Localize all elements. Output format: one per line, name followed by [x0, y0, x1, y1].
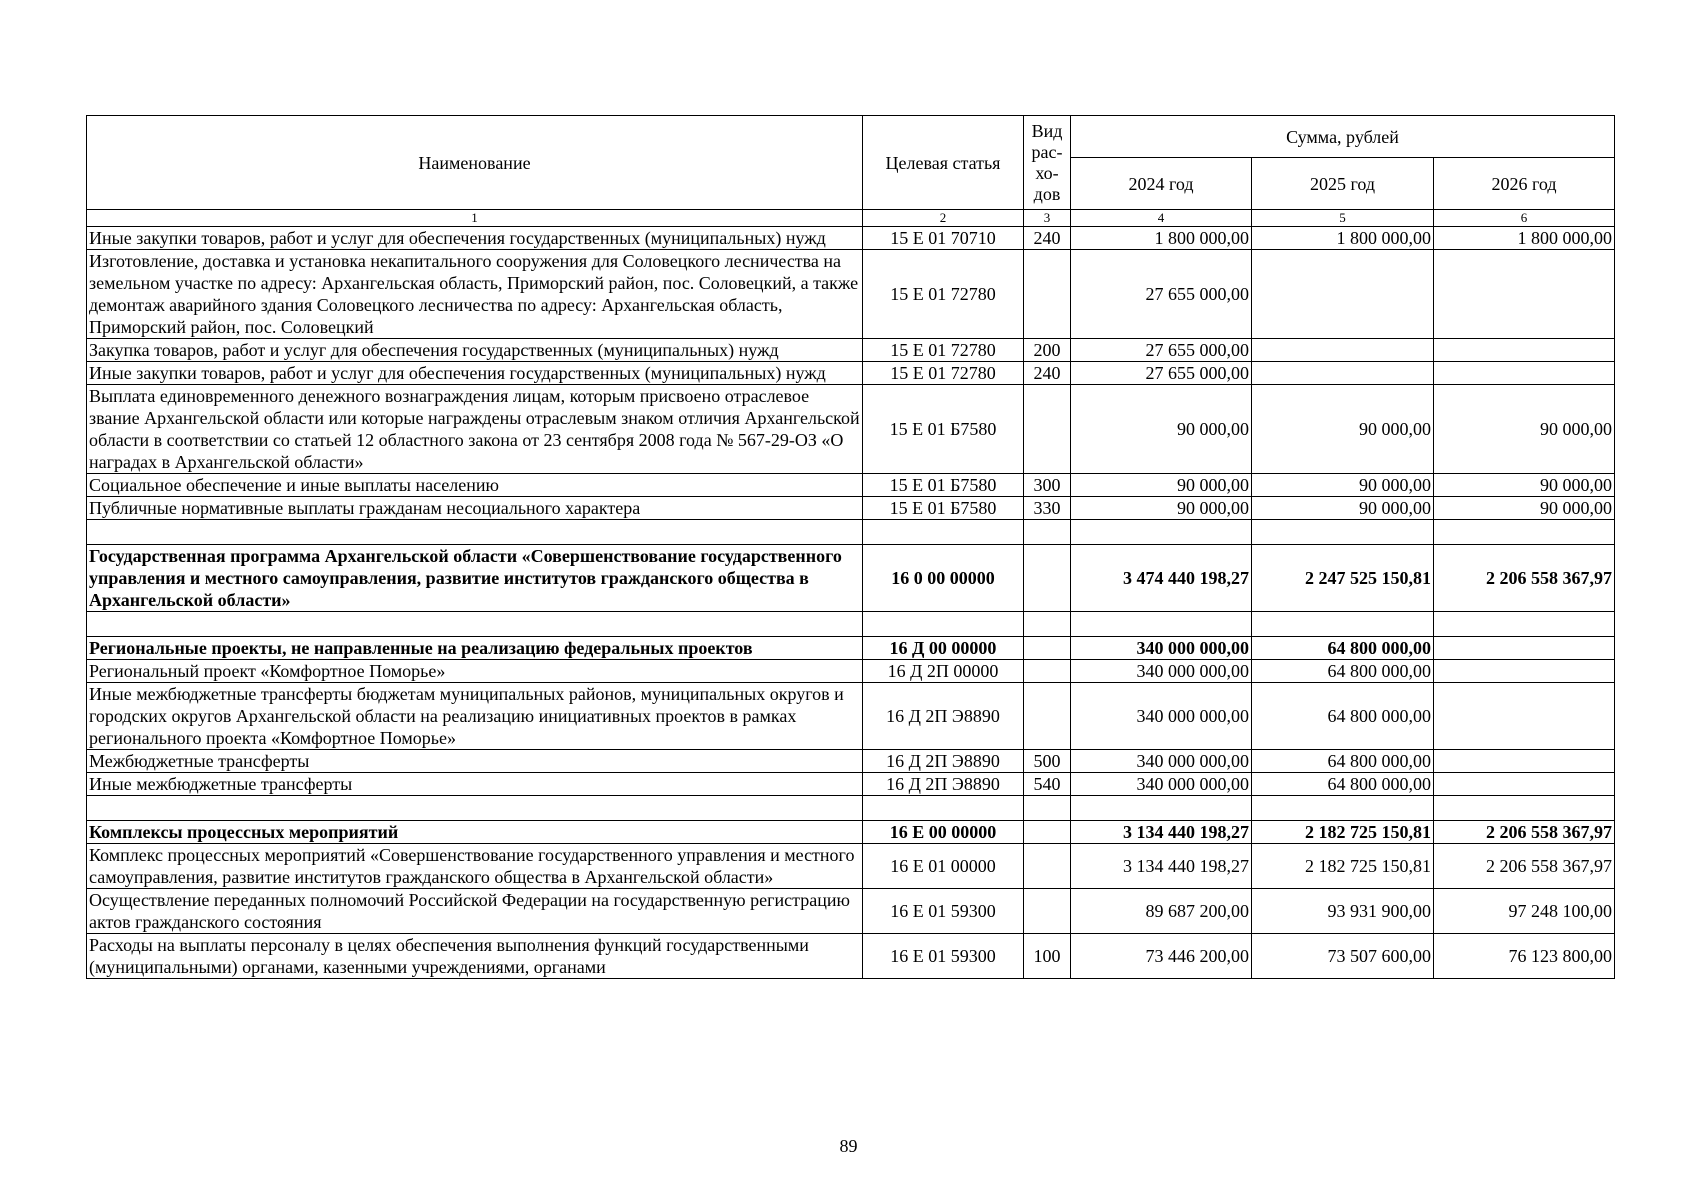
row-amount-2025: 64 800 000,00 [1252, 773, 1434, 796]
row-target-article: 15 Е 01 Б7580 [863, 474, 1024, 497]
table-row [87, 844, 1615, 889]
row-amount-2025: 64 800 000,00 [1252, 637, 1434, 660]
row-expense-type [1024, 545, 1071, 612]
column-number-row [87, 210, 1615, 227]
row-expense-type [1024, 637, 1071, 660]
row-amount-2026 [1434, 750, 1615, 773]
row-amount-2025: 1 800 000,00 [1252, 227, 1434, 250]
row-amount-2024: 89 687 200,00 [1071, 889, 1252, 934]
row-name [87, 612, 863, 637]
row-amount-2024: 340 000 000,00 [1071, 660, 1252, 683]
table-row-spacer [87, 520, 1615, 545]
row-amount-2024: 340 000 000,00 [1071, 683, 1252, 750]
row-expense-type [1024, 796, 1071, 821]
row-amount-2024 [1071, 612, 1252, 637]
row-target-article [863, 796, 1024, 821]
row-amount-2026 [1434, 796, 1615, 821]
table-row [87, 545, 1615, 612]
budget-table [86, 115, 1615, 979]
row-amount-2024: 27 655 000,00 [1071, 250, 1252, 339]
column-number: 4 [1071, 210, 1252, 227]
table-row [87, 339, 1615, 362]
row-target-article [863, 520, 1024, 545]
row-amount-2026: 1 800 000,00 [1434, 227, 1615, 250]
row-expense-type: 540 [1024, 773, 1071, 796]
table-row [87, 660, 1615, 683]
row-amount-2024: 90 000,00 [1071, 497, 1252, 520]
row-target-article: 15 Е 01 72780 [863, 362, 1024, 385]
row-amount-2024: 340 000 000,00 [1071, 637, 1252, 660]
row-amount-2024: 3 474 440 198,27 [1071, 545, 1252, 612]
table-row [87, 821, 1615, 844]
row-amount-2025: 64 800 000,00 [1252, 660, 1434, 683]
row-expense-type [1024, 612, 1071, 637]
row-name: Комплекс процессных мероприятий «Совершенствование государственного управления и местного самоуправления, развитие институтов гражданского общества в Архангельской области» [87, 844, 863, 889]
row-amount-2025: 73 507 600,00 [1252, 934, 1434, 979]
row-name: Иные межбюджетные трансферты бюджетам муниципальных районов, муниципальных округов и городских округов Архангельской области на реализацию инициативных проектов в рамках регионального проекта «Комфортное Поморье» [87, 683, 863, 750]
header-target-article: Целевая статья [863, 116, 1024, 210]
row-amount-2026: 90 000,00 [1434, 497, 1615, 520]
header-name: Наименование [87, 116, 863, 210]
page-number: 89 [839, 1136, 858, 1156]
table-row-spacer [87, 796, 1615, 821]
row-name: Межбюджетные трансферты [87, 750, 863, 773]
table-row [87, 773, 1615, 796]
row-name: Публичные нормативные выплаты гражданам несоциального характера [87, 497, 863, 520]
row-target-article [863, 612, 1024, 637]
row-name [87, 796, 863, 821]
row-amount-2025 [1252, 250, 1434, 339]
row-amount-2026 [1434, 250, 1615, 339]
row-amount-2026 [1434, 339, 1615, 362]
row-amount-2025 [1252, 362, 1434, 385]
row-amount-2024: 90 000,00 [1071, 385, 1252, 474]
row-amount-2024: 27 655 000,00 [1071, 339, 1252, 362]
row-name: Выплата единовременного денежного вознаграждения лицам, которым присвоено отраслевое звание Архангельской области или которые награждены отраслевым знаком отличия Архангельской области в соответствии со статьей 12 областного закона от 23 сентября 2008 года № 567-29-ОЗ «О наградах в Архангельской области» [87, 385, 863, 474]
row-expense-type [1024, 660, 1071, 683]
row-expense-type: 330 [1024, 497, 1071, 520]
table-row [87, 474, 1615, 497]
header-expense-type: Вид рас-хо-дов [1024, 116, 1071, 210]
row-amount-2024: 3 134 440 198,27 [1071, 821, 1252, 844]
table-row [87, 497, 1615, 520]
row-expense-type: 100 [1024, 934, 1071, 979]
row-amount-2025: 2 182 725 150,81 [1252, 821, 1434, 844]
row-amount-2025: 90 000,00 [1252, 385, 1434, 474]
row-amount-2025: 2 182 725 150,81 [1252, 844, 1434, 889]
row-expense-type: 240 [1024, 227, 1071, 250]
row-expense-type: 500 [1024, 750, 1071, 773]
row-amount-2025: 2 247 525 150,81 [1252, 545, 1434, 612]
row-name: Комплексы процессных мероприятий [87, 821, 863, 844]
row-expense-type [1024, 250, 1071, 339]
row-amount-2025 [1252, 520, 1434, 545]
row-expense-type: 200 [1024, 339, 1071, 362]
table-row [87, 227, 1615, 250]
row-amount-2026 [1434, 683, 1615, 750]
row-amount-2025: 64 800 000,00 [1252, 750, 1434, 773]
row-expense-type: 300 [1024, 474, 1071, 497]
row-name: Расходы на выплаты персоналу в целях обеспечения выполнения функций государственными (муниципальными) органами, казенными учреждениями, органами [87, 934, 863, 979]
row-target-article: 16 Е 01 00000 [863, 844, 1024, 889]
row-target-article: 16 Е 01 59300 [863, 934, 1024, 979]
row-amount-2024 [1071, 520, 1252, 545]
row-target-article: 16 Д 2П Э8890 [863, 750, 1024, 773]
row-amount-2024: 1 800 000,00 [1071, 227, 1252, 250]
row-amount-2025 [1252, 796, 1434, 821]
row-target-article: 16 Д 00 00000 [863, 637, 1024, 660]
row-amount-2025 [1252, 612, 1434, 637]
row-target-article: 16 0 00 00000 [863, 545, 1024, 612]
row-expense-type [1024, 821, 1071, 844]
row-amount-2026: 2 206 558 367,97 [1434, 844, 1615, 889]
table-row [87, 362, 1615, 385]
column-number: 6 [1434, 210, 1615, 227]
row-amount-2024: 340 000 000,00 [1071, 773, 1252, 796]
row-amount-2026 [1434, 520, 1615, 545]
table-row [87, 934, 1615, 979]
row-amount-2024: 3 134 440 198,27 [1071, 844, 1252, 889]
row-target-article: 15 Е 01 Б7580 [863, 385, 1024, 474]
table-row-spacer [87, 612, 1615, 637]
row-amount-2026 [1434, 773, 1615, 796]
row-amount-2024: 73 446 200,00 [1071, 934, 1252, 979]
row-amount-2025: 90 000,00 [1252, 474, 1434, 497]
table-row [87, 385, 1615, 474]
row-amount-2025 [1252, 339, 1434, 362]
row-name: Иные закупки товаров, работ и услуг для обеспечения государственных (муниципальных) нужд [87, 227, 863, 250]
column-number: 3 [1024, 210, 1071, 227]
row-target-article: 16 Е 00 00000 [863, 821, 1024, 844]
row-name: Социальное обеспечение и иные выплаты населению [87, 474, 863, 497]
row-amount-2026: 2 206 558 367,97 [1434, 545, 1615, 612]
row-amount-2025: 93 931 900,00 [1252, 889, 1434, 934]
row-amount-2026: 76 123 800,00 [1434, 934, 1615, 979]
table-row [87, 250, 1615, 339]
row-amount-2025: 90 000,00 [1252, 497, 1434, 520]
row-target-article: 16 Д 2П Э8890 [863, 683, 1024, 750]
row-amount-2024: 90 000,00 [1071, 474, 1252, 497]
table-row [87, 683, 1615, 750]
header-year-2024: 2024 год [1071, 158, 1252, 210]
row-target-article: 15 Е 01 72780 [863, 250, 1024, 339]
row-amount-2026 [1434, 660, 1615, 683]
row-expense-type [1024, 844, 1071, 889]
row-expense-type [1024, 520, 1071, 545]
row-name [87, 520, 863, 545]
column-number: 1 [87, 210, 863, 227]
header-year-2025: 2025 год [1252, 158, 1434, 210]
row-target-article: 15 Е 01 72780 [863, 339, 1024, 362]
header-year-2026: 2026 год [1434, 158, 1615, 210]
row-expense-type [1024, 683, 1071, 750]
row-amount-2024: 27 655 000,00 [1071, 362, 1252, 385]
row-amount-2024: 340 000 000,00 [1071, 750, 1252, 773]
row-amount-2026: 2 206 558 367,97 [1434, 821, 1615, 844]
row-name: Государственная программа Архангельской области «Совершенствование государственного управления и местного самоуправления, развитие институтов гражданского общества в Архангельской области» [87, 545, 863, 612]
row-amount-2026 [1434, 612, 1615, 637]
row-amount-2026: 97 248 100,00 [1434, 889, 1615, 934]
table-body [87, 227, 1615, 979]
row-expense-type [1024, 385, 1071, 474]
row-target-article: 16 Д 2П 00000 [863, 660, 1024, 683]
row-name: Иные закупки товаров, работ и услуг для обеспечения государственных (муниципальных) нужд [87, 362, 863, 385]
column-number: 5 [1252, 210, 1434, 227]
row-amount-2026 [1434, 362, 1615, 385]
row-amount-2026 [1434, 637, 1615, 660]
row-amount-2026: 90 000,00 [1434, 474, 1615, 497]
row-name: Иные межбюджетные трансферты [87, 773, 863, 796]
row-amount-2026: 90 000,00 [1434, 385, 1615, 474]
row-name: Изготовление, доставка и установка некапитального сооружения для Соловецкого лесничества на земельном участке по адресу: Архангельская область, Приморский район, пос. Соловецкий, а также демонтаж аварийного здания Соловецкого лесничества по адресу: Архангельская область, Приморский район, пос. Соловецкий [87, 250, 863, 339]
row-target-article: 15 Е 01 Б7580 [863, 497, 1024, 520]
row-name: Закупка товаров, работ и услуг для обеспечения государственных (муниципальных) нужд [87, 339, 863, 362]
row-name: Региональный проект «Комфортное Поморье» [87, 660, 863, 683]
table-row [87, 637, 1615, 660]
row-expense-type: 240 [1024, 362, 1071, 385]
row-target-article: 16 Д 2П Э8890 [863, 773, 1024, 796]
row-target-article: 15 Е 01 70710 [863, 227, 1024, 250]
row-name: Осуществление переданных полномочий Российской Федерации на государственную регистрацию актов гражданского состояния [87, 889, 863, 934]
table-row [87, 889, 1615, 934]
table-row [87, 750, 1615, 773]
row-amount-2025: 64 800 000,00 [1252, 683, 1434, 750]
row-target-article: 16 Е 01 59300 [863, 889, 1024, 934]
row-amount-2024 [1071, 796, 1252, 821]
header-sum: Сумма, рублей [1071, 116, 1615, 158]
row-expense-type [1024, 889, 1071, 934]
column-number: 2 [863, 210, 1024, 227]
row-name: Региональные проекты, не направленные на реализацию федеральных проектов [87, 637, 863, 660]
